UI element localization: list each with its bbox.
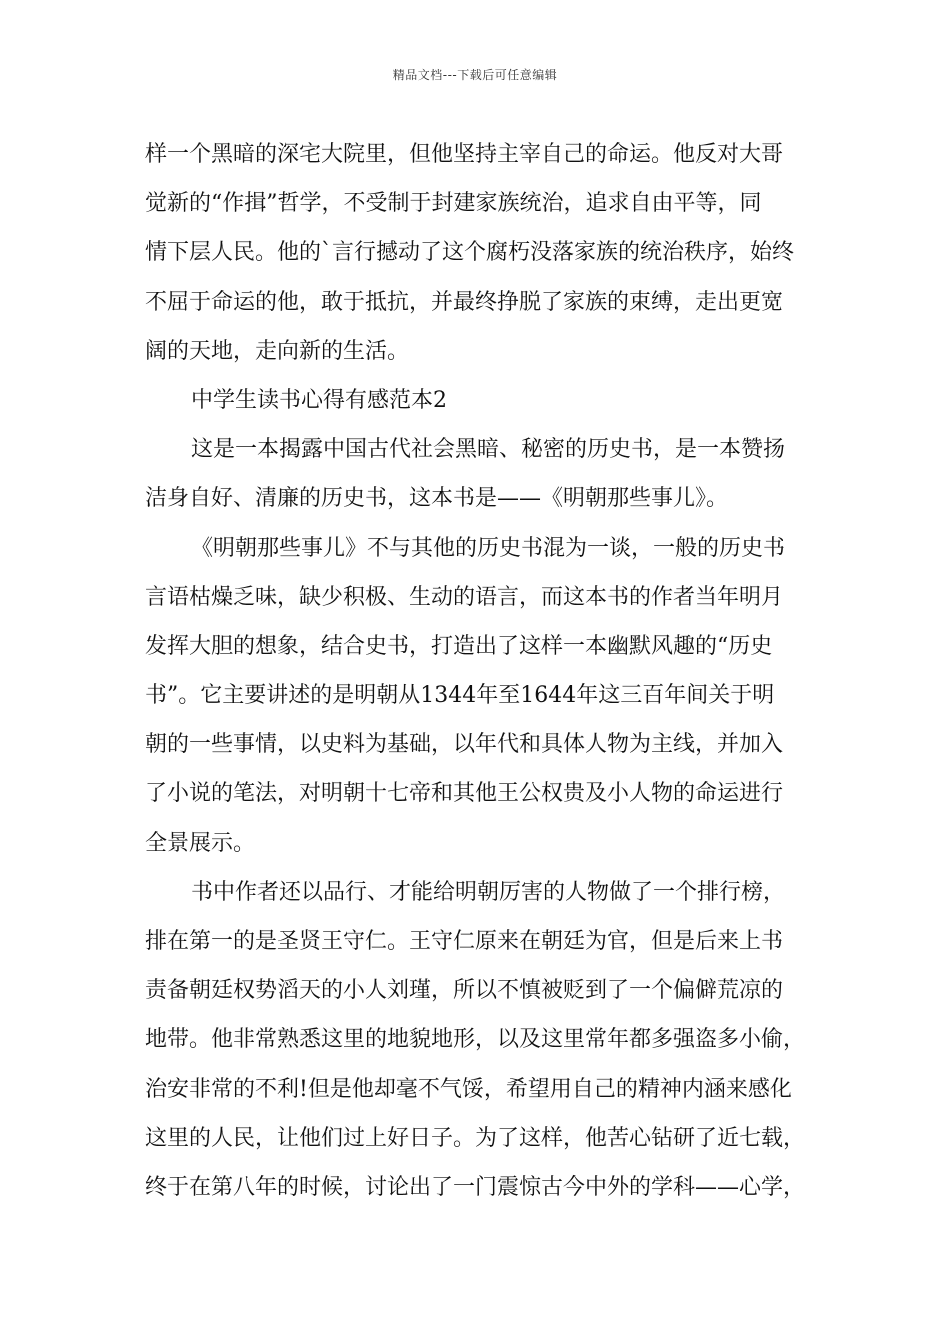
text-line: 地带。他非常熟悉这里的地貌地形，以及这里常年都多强盗多小偷，: [145, 1027, 806, 1053]
text-line: 言语枯燥乏味，缺少积极、生动的语言，而这本书的作者当年明月: [145, 584, 784, 610]
text-line: 朝的一些事情，以史料为基础，以年代和具体人物为主线，并加入: [145, 732, 784, 758]
paragraph-start: 书中作者还以品行、才能给明朝厉害的人物做了一个排行榜，: [191, 879, 786, 905]
text-line: 书”。它主要讲述的是明朝从1344年至1644年这三百年间关于明: [145, 683, 775, 709]
text-line: 情下层人民。他的`言行撼动了这个腐朽没落家族的统治秩序，始终: [145, 240, 795, 266]
text-line: 样一个黑暗的深宅大院里，但他坚持主宰自己的命运。他反对大哥: [145, 142, 784, 167]
page-header: 精品文档---下载后可任意编辑: [392, 68, 558, 82]
text-line: 洁身自好、清廉的历史书，这本书是——《明朝那些事儿》。: [145, 486, 729, 512]
text-line: 责备朝廷权势滔天的小人刘瑾，所以不慎被贬到了一个偏僻荒凉的: [145, 978, 784, 1004]
text-line: 了小说的笔法，对明朝十七帝和其他王公权贵及小人物的命运进行: [145, 781, 784, 807]
text-line: 阔的天地，走向新的生活。: [145, 338, 410, 364]
text-line: 终于在第八年的时候，讨论出了一门震惊古今中外的学科——心学，: [145, 1174, 806, 1200]
text-line: 这里的人民，让他们过上好日子。为了这样，他苦心钻研了近七载，: [145, 1125, 806, 1151]
text-line: 全景展示。: [145, 830, 256, 856]
text-line: 觉新的“作揖”哲学，不受制于封建家族统治，追求自由平等，同: [145, 191, 762, 217]
text-line: 不屈于命运的他，敢于抵抗，并最终挣脱了家族的束缚，走出更宽: [145, 289, 784, 315]
text-line: 发挥大胆的想象，结合史书，打造出了这样一本幽默风趣的“历史: [145, 633, 773, 659]
section-heading: 中学生读书心得有感范本2: [191, 387, 447, 413]
document-body: [145, 130, 815, 1212]
paragraph-start: 《明朝那些事儿》不与其他的历史书混为一谈，一般的历史书: [191, 535, 786, 561]
text-line: 治安非常的不利!但是他却毫不气馁，希望用自己的精神内涵来感化: [145, 1076, 792, 1102]
paragraph-start: 这是一本揭露中国古代社会黑暗、秘密的历史书，是一本赞扬: [191, 437, 786, 463]
text-line: 排在第一的是圣贤王守仁。王守仁原来在朝廷为官，但是后来上书: [145, 929, 784, 954]
